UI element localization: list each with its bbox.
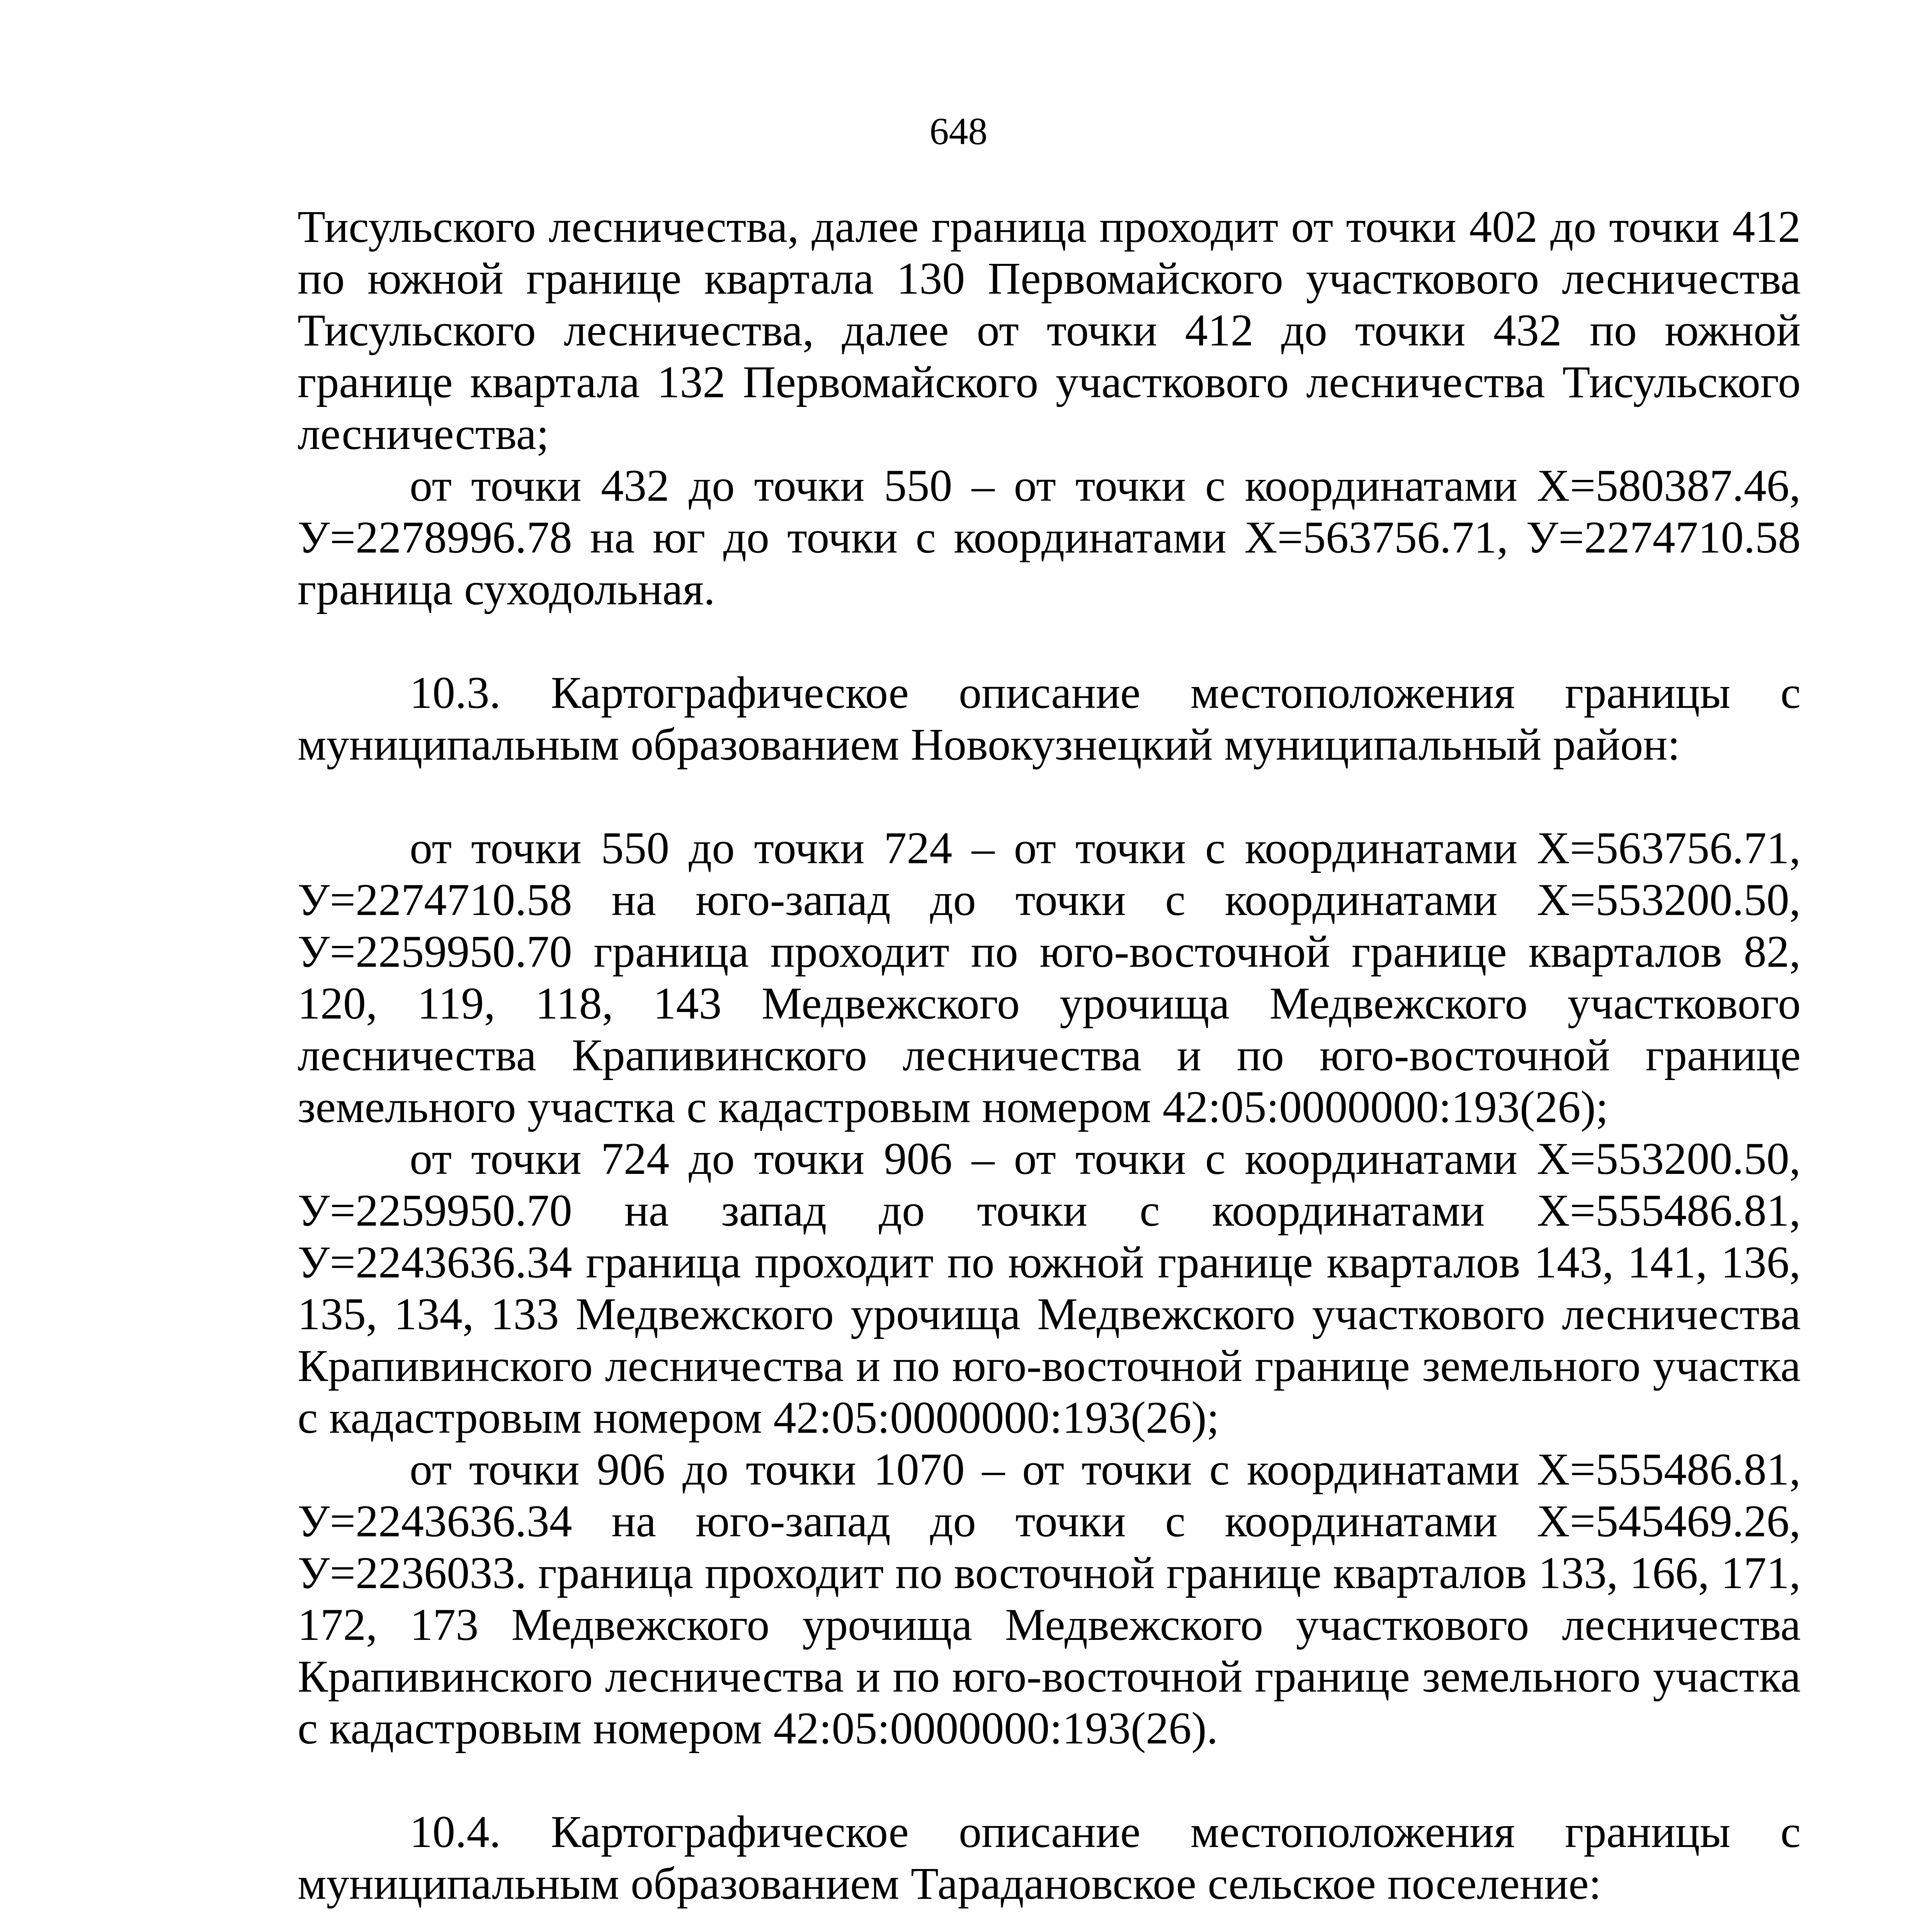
paragraph-boundary-906-1070: от точки 906 до точки 1070 – от точки с координатами Х=555486.81, У=2243636.34 на юго-запад до точки с координатами Х=545469.26, У=2236033. граница проходит по восточной границе кварталов 133, 166, 171, 172, 173 Медвежского урочища Медвежского участкового лесничества Крапивинского лесничества и по юго-восточной границе земельного участка с кадастровым номером 42:05:0000000:193(26). xyxy=(298,1444,1801,1753)
section-heading-10-3: 10.3. Картографическое описание местоположения границы с муниципальным образованием Новокузнецкий муниципальный район: xyxy=(298,667,1801,770)
paragraph-gap xyxy=(298,1754,1801,1806)
paragraph-continuation: Тисульского лесничества, далее граница проходит от точки 402 до точки 412 по южной границе квартала 130 Первомайского участкового лесничества Тисульского лесничества, далее от точки 412 до точки 432 по южной границе квартала 132 Первомайского участкового лесничества Тисульского лесничества; xyxy=(298,201,1801,459)
paragraph-gap xyxy=(298,770,1801,822)
document-body xyxy=(298,201,1801,1932)
section-heading-10-4: 10.4. Картографическое описание местоположения границы с муниципальным образованием Тараданoвское сельское поселение: xyxy=(298,1806,1801,1909)
paragraph-boundary-550-724: от точки 550 до точки 724 – от точки с координатами Х=563756.71, У=2274710.58 на юго-запад до точки с координатами Х=553200.50, У=2259950.70 граница проходит по юго-восточной границе кварталов 82, 120, 119, 118, 143 Медвежского урочища Медвежского участкового лесничества Крапивинского лесничества и по юго-восточной границе земельного участка с кадастровым номером 42:05:0000000:193(26); xyxy=(298,823,1801,1132)
paragraph-boundary-432-550: от точки 432 до точки 550 – от точки с координатами Х=580387.46, У=2278996.78 на юг до точки с координатами Х=563756.71, У=2274710.58 граница суходольная. xyxy=(298,460,1801,614)
page-number: 648 xyxy=(929,110,988,153)
paragraph-boundary-724-906: от точки 724 до точки 906 – от точки с координатами Х=553200.50, У=2259950.70 на запад до точки с координатами Х=555486.81, У=2243636.34 граница проходит по южной границе кварталов 143, 141, 136, 135, 134, 133 Медвежского урочища Медвежского участкового лесничества Крапивинского лесничества и по юго-восточной границе земельного участка с кадастровым номером 42:05:0000000:193(26); xyxy=(298,1133,1801,1443)
paragraph-gap xyxy=(298,1910,1801,1932)
paragraph-gap xyxy=(298,615,1801,667)
